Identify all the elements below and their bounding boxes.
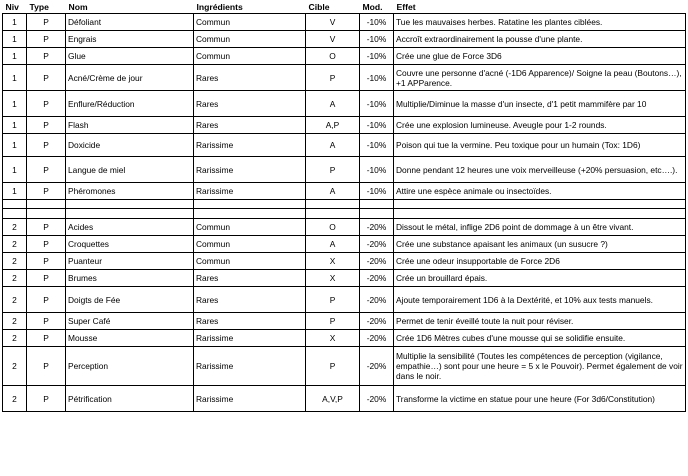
cell-ingredients: Commun bbox=[194, 236, 306, 253]
table-row bbox=[3, 157, 686, 183]
cell-mod: -20% bbox=[360, 236, 394, 253]
cell-ingredients: Commun bbox=[194, 14, 306, 31]
cell-mod: -10% bbox=[360, 117, 394, 134]
cell-nom: Pétrification bbox=[66, 386, 194, 412]
table-row bbox=[3, 330, 686, 347]
cell-cible: P bbox=[306, 287, 360, 313]
col-header-cible: Cible bbox=[308, 2, 330, 12]
cell-mod bbox=[360, 200, 394, 209]
cell-effet: Tue les mauvaises herbes. Ratatine les plantes ciblées. bbox=[394, 14, 686, 31]
cell-niv: 1 bbox=[3, 117, 27, 134]
cell-niv: 2 bbox=[3, 270, 27, 287]
potions-table bbox=[2, 1, 686, 412]
col-header-mod: Mod. bbox=[362, 2, 383, 12]
cell-niv: 2 bbox=[3, 313, 27, 330]
cell-ingredients: Commun bbox=[194, 219, 306, 236]
cell-type: P bbox=[27, 134, 66, 157]
header-row bbox=[3, 1, 686, 14]
col-header-ingredients: Ingrédients bbox=[196, 2, 243, 12]
cell-type bbox=[27, 209, 66, 219]
table-row bbox=[3, 91, 686, 117]
cell-effet: Attire une espèce animale ou insectoïdes. bbox=[394, 183, 686, 200]
cell-effet: Transforme la victime en statue pour une heure (For 3d6/Constitution) bbox=[394, 386, 686, 412]
cell-effet: Crée une glue de Force 3D6 bbox=[394, 48, 686, 65]
cell-cible: A bbox=[306, 183, 360, 200]
cell-niv: 2 bbox=[3, 287, 27, 313]
cell-nom: Langue de miel bbox=[66, 157, 194, 183]
cell-mod: -10% bbox=[360, 134, 394, 157]
cell-nom: Acné/Crème de jour bbox=[66, 65, 194, 91]
cell-type: P bbox=[27, 14, 66, 31]
cell-type: P bbox=[27, 386, 66, 412]
cell-cible: P bbox=[306, 313, 360, 330]
cell-effet: Poison qui tue la vermine. Peu toxique pour un humain (Tox: 1D6) bbox=[394, 134, 686, 157]
cell-effet: Crée une odeur insupportable de Force 2D6 bbox=[394, 253, 686, 270]
cell-niv: 1 bbox=[3, 31, 27, 48]
col-header-type: Type bbox=[29, 2, 49, 12]
cell-mod: -20% bbox=[360, 219, 394, 236]
cell-niv: 2 bbox=[3, 347, 27, 386]
cell-mod: -10% bbox=[360, 157, 394, 183]
cell-type: P bbox=[27, 48, 66, 65]
cell-ingredients bbox=[194, 209, 306, 219]
cell-nom bbox=[66, 209, 194, 219]
cell-mod: -10% bbox=[360, 183, 394, 200]
cell-nom: Mousse bbox=[66, 330, 194, 347]
cell-cible bbox=[306, 200, 360, 209]
cell-type: P bbox=[27, 270, 66, 287]
cell-niv: 2 bbox=[3, 236, 27, 253]
cell-ingredients: Rares bbox=[194, 313, 306, 330]
cell-ingredients bbox=[194, 200, 306, 209]
cell-nom: Enflure/Réduction bbox=[66, 91, 194, 117]
cell-type: P bbox=[27, 157, 66, 183]
table-row bbox=[3, 14, 686, 31]
table-row bbox=[3, 270, 686, 287]
cell-effet: Ajoute temporairement 1D6 à la Dextérité, et 10% aux tests manuels. bbox=[394, 287, 686, 313]
cell-cible bbox=[306, 209, 360, 219]
cell-ingredients: Rarissime bbox=[194, 386, 306, 412]
cell-nom: Puanteur bbox=[66, 253, 194, 270]
cell-mod: -10% bbox=[360, 91, 394, 117]
cell-effet: Crée un brouillard épais. bbox=[394, 270, 686, 287]
cell-type: P bbox=[27, 313, 66, 330]
cell-mod: -10% bbox=[360, 65, 394, 91]
table-row bbox=[3, 65, 686, 91]
cell-type: P bbox=[27, 183, 66, 200]
cell-niv: 1 bbox=[3, 14, 27, 31]
cell-ingredients: Rarissime bbox=[194, 157, 306, 183]
cell-nom: Doxicide bbox=[66, 134, 194, 157]
cell-effet: Multiplie/Diminue la masse d'un insecte, d'1 petit mammifère par 10 bbox=[394, 91, 686, 117]
table-row bbox=[3, 236, 686, 253]
cell-effet: Permet de tenir éveillé toute la nuit pour réviser. bbox=[394, 313, 686, 330]
table-row bbox=[3, 31, 686, 48]
cell-cible: P bbox=[306, 65, 360, 91]
cell-nom: Glue bbox=[66, 48, 194, 65]
cell-effet bbox=[394, 200, 686, 209]
cell-niv bbox=[3, 200, 27, 209]
cell-mod: -20% bbox=[360, 270, 394, 287]
cell-mod: -10% bbox=[360, 14, 394, 31]
cell-ingredients: Commun bbox=[194, 253, 306, 270]
cell-ingredients: Commun bbox=[194, 48, 306, 65]
table-row bbox=[3, 219, 686, 236]
cell-cible: A bbox=[306, 236, 360, 253]
table-row bbox=[3, 386, 686, 412]
cell-nom: Perception bbox=[66, 347, 194, 386]
cell-nom: Super Café bbox=[66, 313, 194, 330]
cell-effet: Couvre une personne d'acné (-1D6 Apparence)/ Soigne la peau (Boutons…), +1 APParence. bbox=[394, 65, 686, 91]
cell-cible: P bbox=[306, 347, 360, 386]
cell-ingredients: Rares bbox=[194, 91, 306, 117]
cell-mod: -20% bbox=[360, 386, 394, 412]
cell-nom: Croquettes bbox=[66, 236, 194, 253]
cell-mod: -10% bbox=[360, 48, 394, 65]
cell-ingredients: Rarissime bbox=[194, 330, 306, 347]
cell-cible: V bbox=[306, 31, 360, 48]
table-row bbox=[3, 183, 686, 200]
cell-niv bbox=[3, 209, 27, 219]
cell-ingredients: Rarissime bbox=[194, 134, 306, 157]
cell-type: P bbox=[27, 117, 66, 134]
cell-cible: V bbox=[306, 14, 360, 31]
cell-cible: O bbox=[306, 219, 360, 236]
cell-cible: A bbox=[306, 134, 360, 157]
cell-cible: A bbox=[306, 91, 360, 117]
cell-effet: Accroît extraordinairement la pousse d'une plante. bbox=[394, 31, 686, 48]
cell-effet: Multiplie la sensibilité (Toutes les compétences de perception (vigilance, empathie…) sont pour une heure = 5 x le Pouvoir). Permet également de voir dans le noir. bbox=[394, 347, 686, 386]
cell-effet: Crée une explosion lumineuse. Aveugle pour 1-2 rounds. bbox=[394, 117, 686, 134]
cell-effet: Donne pendant 12 heures une voix merveilleuse (+20% persuasion, etc….). bbox=[394, 157, 686, 183]
cell-nom: Acides bbox=[66, 219, 194, 236]
cell-type: P bbox=[27, 253, 66, 270]
cell-cible: P bbox=[306, 157, 360, 183]
cell-nom: Brumes bbox=[66, 270, 194, 287]
table-row bbox=[3, 209, 686, 219]
cell-type: P bbox=[27, 91, 66, 117]
cell-cible: A,P bbox=[306, 117, 360, 134]
cell-cible: X bbox=[306, 253, 360, 270]
cell-niv: 2 bbox=[3, 253, 27, 270]
cell-type bbox=[27, 200, 66, 209]
cell-niv: 1 bbox=[3, 91, 27, 117]
table-row bbox=[3, 117, 686, 134]
cell-niv: 1 bbox=[3, 134, 27, 157]
cell-nom bbox=[66, 200, 194, 209]
cell-type: P bbox=[27, 219, 66, 236]
cell-niv: 2 bbox=[3, 219, 27, 236]
table-row bbox=[3, 287, 686, 313]
table-row bbox=[3, 313, 686, 330]
cell-nom: Défoliant bbox=[66, 14, 194, 31]
cell-effet: Dissout le métal, inflige 2D6 point de dommage à un être vivant. bbox=[394, 219, 686, 236]
table-row bbox=[3, 253, 686, 270]
cell-type: P bbox=[27, 287, 66, 313]
cell-mod: -20% bbox=[360, 347, 394, 386]
cell-type: P bbox=[27, 65, 66, 91]
cell-cible: X bbox=[306, 270, 360, 287]
cell-mod: -20% bbox=[360, 287, 394, 313]
cell-type: P bbox=[27, 347, 66, 386]
cell-type: P bbox=[27, 31, 66, 48]
cell-mod: -10% bbox=[360, 31, 394, 48]
col-header-effet: Effet bbox=[396, 2, 416, 12]
col-header-nom: Nom bbox=[68, 2, 88, 12]
cell-cible: X bbox=[306, 330, 360, 347]
cell-niv: 1 bbox=[3, 65, 27, 91]
cell-niv: 1 bbox=[3, 157, 27, 183]
cell-mod: -20% bbox=[360, 313, 394, 330]
cell-effet: Crée 1D6 Mètres cubes d'une mousse qui se solidifie ensuite. bbox=[394, 330, 686, 347]
cell-niv: 2 bbox=[3, 330, 27, 347]
table-row bbox=[3, 48, 686, 65]
cell-nom: Flash bbox=[66, 117, 194, 134]
cell-mod: -20% bbox=[360, 330, 394, 347]
cell-ingredients: Rares bbox=[194, 270, 306, 287]
cell-niv: 1 bbox=[3, 48, 27, 65]
cell-cible: A,V,P bbox=[306, 386, 360, 412]
cell-ingredients: Rares bbox=[194, 65, 306, 91]
cell-type: P bbox=[27, 330, 66, 347]
cell-nom: Phéromones bbox=[66, 183, 194, 200]
cell-cible: O bbox=[306, 48, 360, 65]
cell-type: P bbox=[27, 236, 66, 253]
table-row bbox=[3, 200, 686, 209]
cell-mod: -20% bbox=[360, 253, 394, 270]
cell-ingredients: Rares bbox=[194, 117, 306, 134]
cell-ingredients: Rarissime bbox=[194, 347, 306, 386]
cell-nom: Doigts de Fée bbox=[66, 287, 194, 313]
cell-ingredients: Commun bbox=[194, 31, 306, 48]
cell-niv: 2 bbox=[3, 386, 27, 412]
cell-niv: 1 bbox=[3, 183, 27, 200]
col-header-niv: Niv bbox=[5, 2, 19, 12]
cell-effet: Crée une substance apaisant les animaux (un susucre ?) bbox=[394, 236, 686, 253]
cell-effet bbox=[394, 209, 686, 219]
table-row bbox=[3, 347, 686, 386]
cell-mod bbox=[360, 209, 394, 219]
cell-nom: Engrais bbox=[66, 31, 194, 48]
cell-ingredients: Rarissime bbox=[194, 183, 306, 200]
cell-ingredients: Rares bbox=[194, 287, 306, 313]
table-row bbox=[3, 134, 686, 157]
